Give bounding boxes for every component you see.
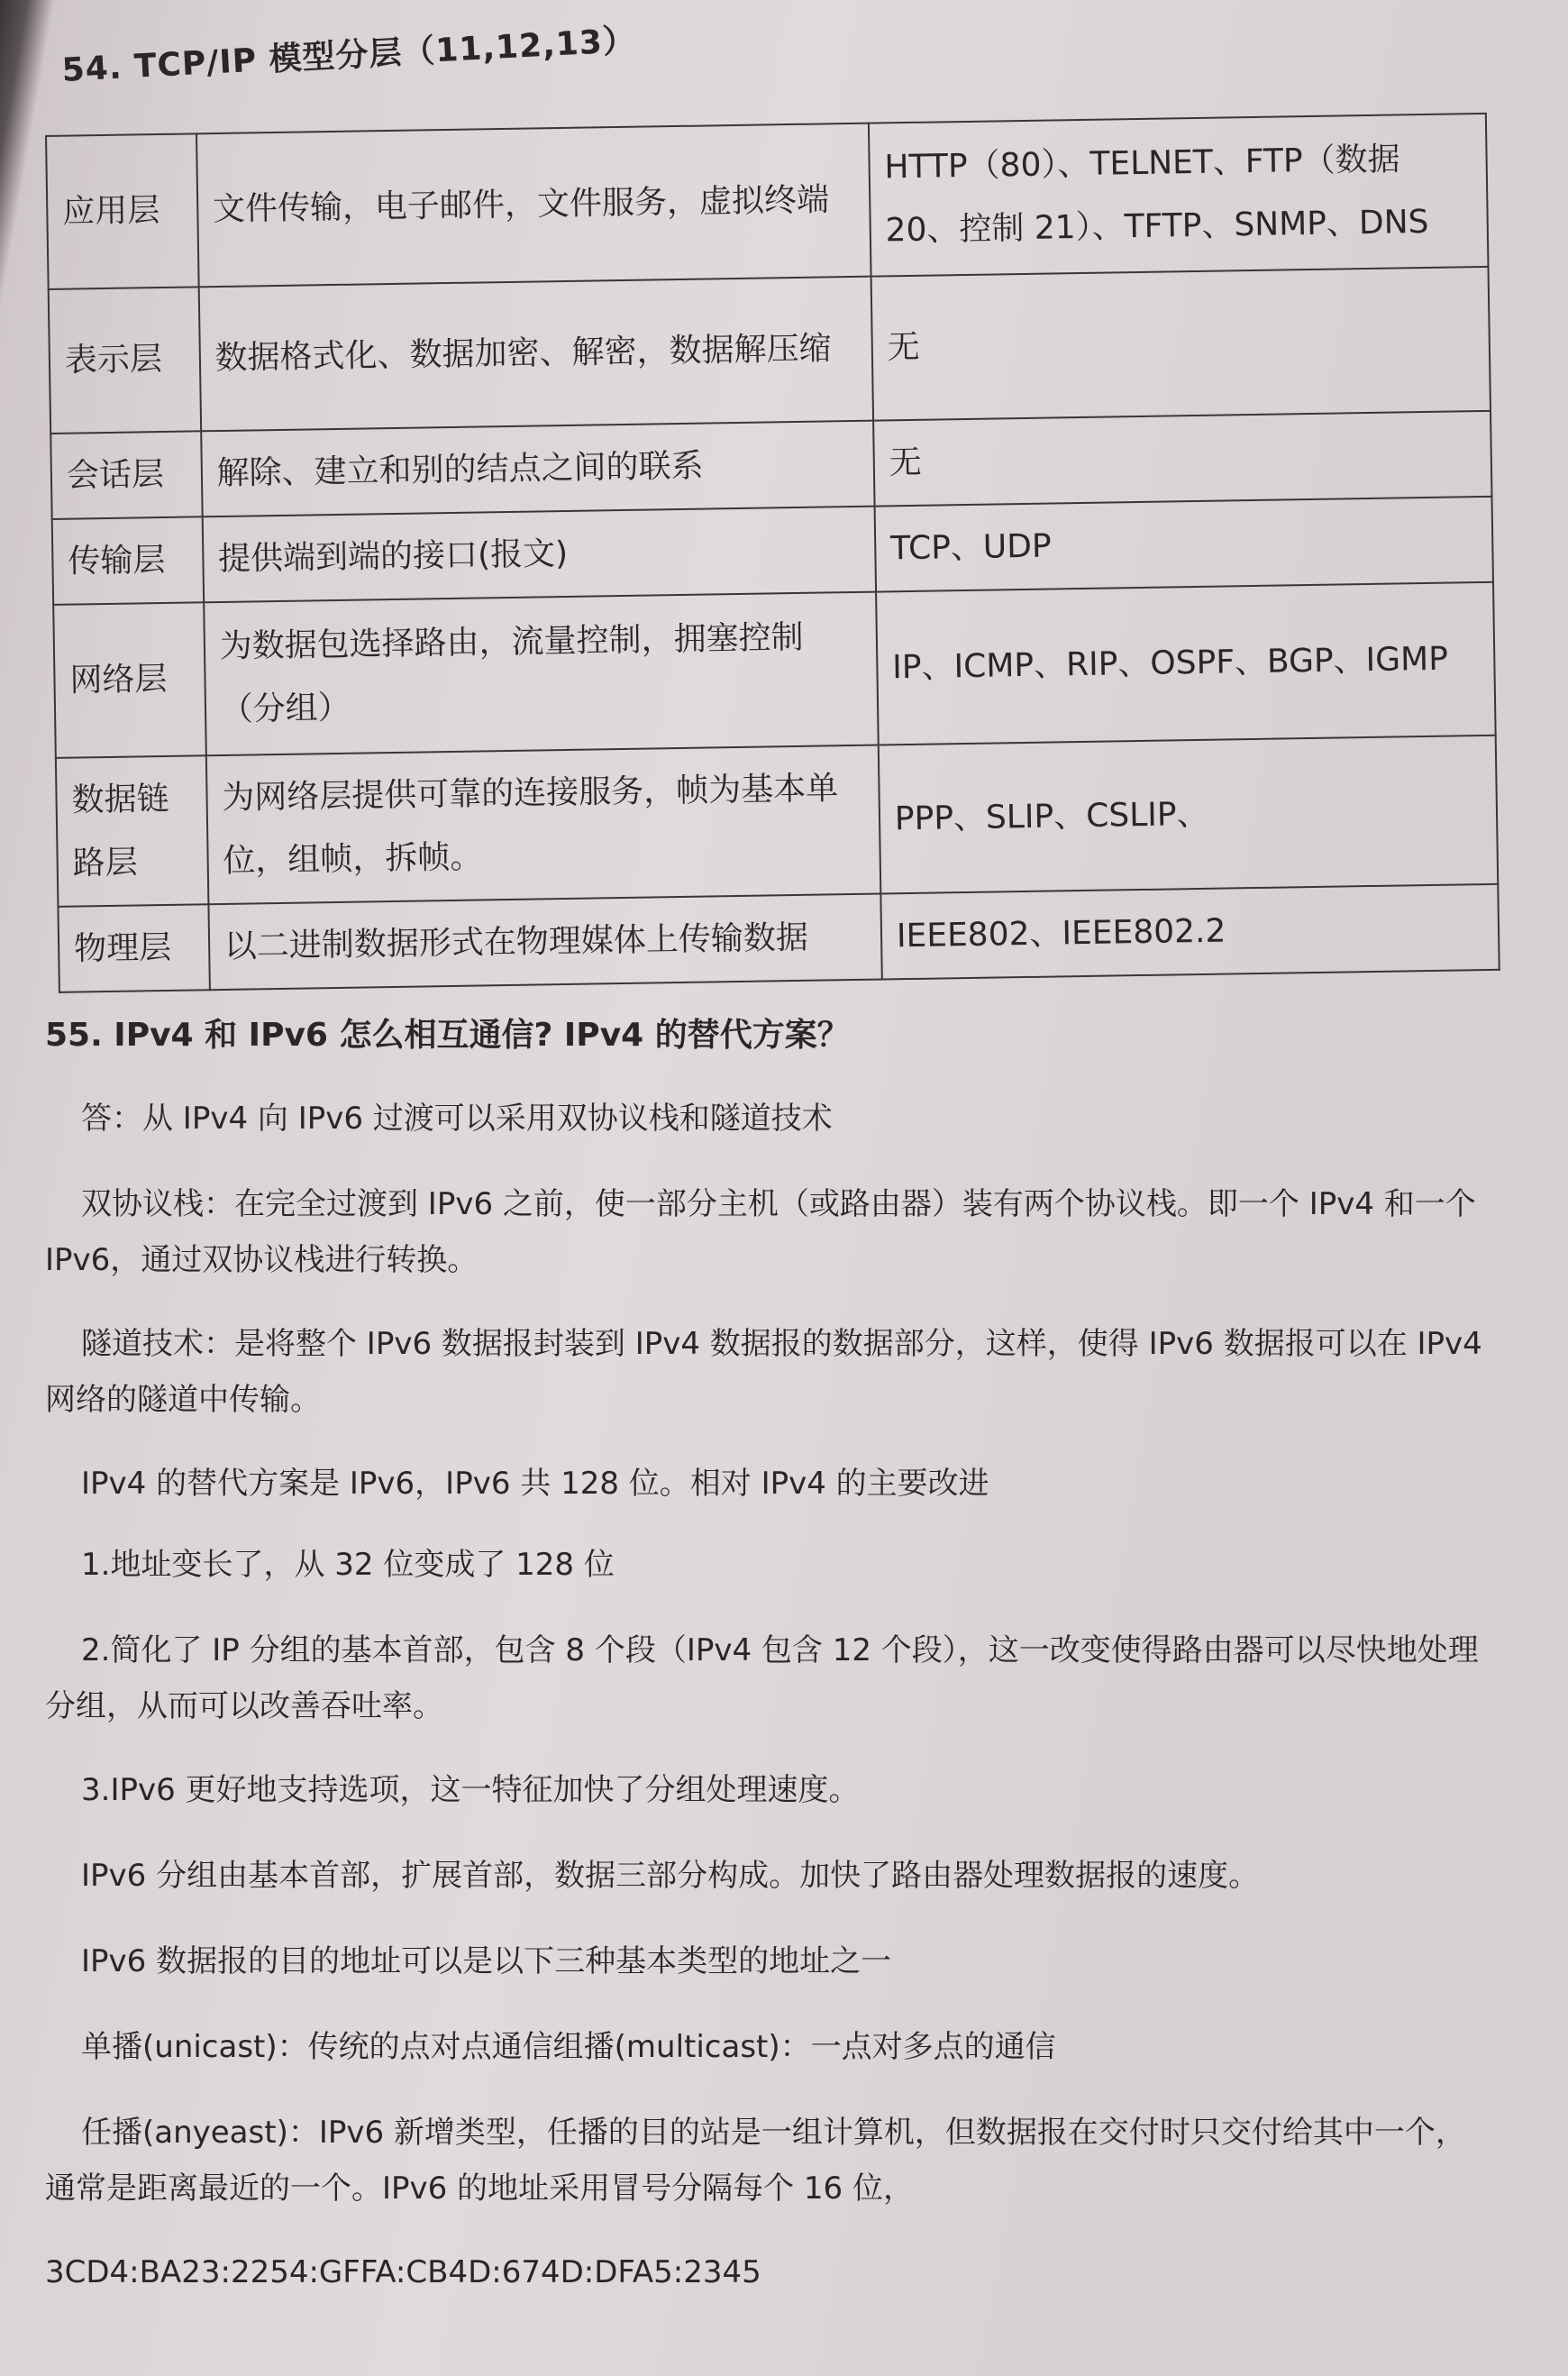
layer-name: 物理层 <box>58 904 209 992</box>
layer-name: 表示层 <box>49 287 201 434</box>
layer-name: 数据链路层 <box>56 755 208 907</box>
address-types-paragraph: IPv6 数据报的目的地址可以是以下三种基本类型的地址之一 <box>81 1943 892 1979</box>
dual-stack-paragraph: 双协议栈：在完全过渡到 IPv6 之前，使一部分主机（或路由器）装有两个协议栈。即一个 IPv4 和一个 IPv6，通过双协议栈进行转换。 <box>45 1186 1476 1278</box>
layer-function: 数据格式化、数据加密、解密，数据解压缩 <box>198 277 873 432</box>
improvement-2: 2.简化了 IP 分组的基本首部，包含 8 个段（IPv4 包含 12 个段），这一改变使得路由器可以尽快地处理分组，从而可以改善吞吐率。 <box>45 1632 1479 1724</box>
table-row <box>49 267 1491 434</box>
unicast-paragraph: 单播(unicast)：传统的点对点通信组播(multicast)：一点对多点的通信 <box>81 2029 1056 2065</box>
layer-protocols: 无 <box>871 267 1491 421</box>
layer-name: 传输层 <box>52 516 204 605</box>
layer-protocols: HTTP（80）、TELNET、FTP（数据 20、控制 21）、TFTP、SNMP、DNS <box>869 114 1489 277</box>
table-row <box>56 736 1498 907</box>
ipv6-structure-paragraph: IPv6 分组由基本首部，扩展首部，数据三部分构成。加快了路由器处理数据报的速度。 <box>81 1858 1260 1894</box>
layer-function: 以二进制数据形式在物理媒体上传输数据 <box>208 894 882 991</box>
table-title: 54. TCP/IP 模型分层（11,12,13） <box>60 22 637 90</box>
layer-protocols: IP、ICMP、RIP、OSPF、BGP、IGMP <box>876 582 1496 745</box>
layer-protocols: TCP、UDP <box>874 497 1493 592</box>
layer-protocols: 无 <box>873 411 1492 507</box>
ipv6-intro-paragraph: IPv4 的替代方案是 IPv6，IPv6 共 128 位。相对 IPv4 的主要改进 <box>81 1466 989 1502</box>
layer-name: 网络层 <box>53 602 205 758</box>
layer-protocols: IEEE802、IEEE802.2 <box>880 884 1500 980</box>
layer-protocols: PPP、SLIP、CSLIP、 <box>879 736 1499 894</box>
answer-paragraph: 答：从 IPv4 向 IPv6 过渡可以采用双协议栈和隧道技术 <box>81 1101 833 1137</box>
layer-function: 解除、建立和别的结点之间的联系 <box>201 421 875 517</box>
book-page <box>45 22 1550 2362</box>
layer-function: 文件传输，电子邮件，文件服务，虚拟终端 <box>196 123 871 288</box>
layer-name: 会话层 <box>50 431 202 519</box>
anycast-paragraph: 任播(anyeast)：IPv6 新增类型，任播的目的站是一组计算机，但数据报在交付时只交付给其中一个，通常是距离最近的一个。IPv6 的地址采用冒号分隔每个 16 位， <box>45 2115 1466 2207</box>
layer-function: 为数据包选择路由，流量控制，拥塞控制（分组） <box>204 592 879 756</box>
improvement-3: 3.IPv6 更好地支持选项，这一特征加快了分组处理速度。 <box>81 1772 860 1808</box>
tcpip-layer-table <box>45 113 1500 993</box>
table-row <box>46 114 1488 289</box>
address-example: 3CD4:BA23:2254:GFFA:CB4D:674D:DFA5:2345 <box>45 2254 761 2290</box>
tunneling-paragraph: 隧道技术：是将整个 IPv6 数据报封装到 IPv4 数据报的数据部分，这样，使得 IPv6 数据报可以在 IPv4 网络的隧道中传输。 <box>45 1326 1482 1418</box>
improvement-1: 1.地址变长了，从 32 位变成了 128 位 <box>81 1547 615 1583</box>
question-heading: 55. IPv4 和 IPv6 怎么相互通信? IPv4 的替代方案？ <box>45 1017 850 1054</box>
layer-function: 为网络层提供可靠的连接服务，帧为基本单位，组帧，拆帧。 <box>206 745 881 905</box>
layer-name: 应用层 <box>46 133 198 289</box>
table-row <box>53 582 1495 758</box>
layer-function: 提供端到端的接口(报文) <box>202 507 876 603</box>
